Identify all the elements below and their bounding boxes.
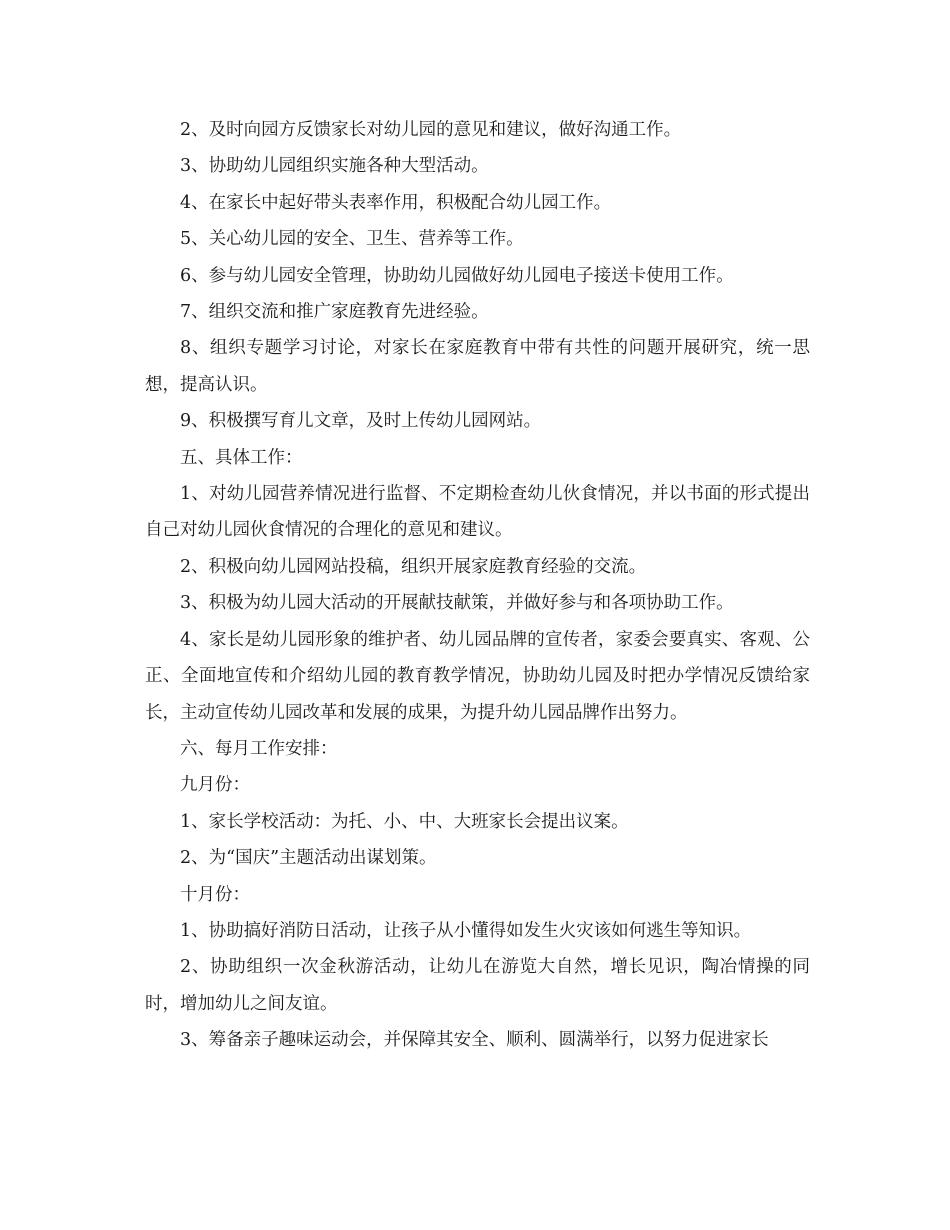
- paragraph-work-4: 4、家长是幼儿园形象的维护者、幼儿园品牌的宣传者，家委会要真实、客观、公正、全面地宣传和介绍幼儿园的教育教学情况，协助幼儿园及时把办学情况反馈给家长，主动宣传幼儿园改革和发展的成果，为提升幼儿园品牌作出努力。: [145, 629, 810, 723]
- paragraph-duty-9: 9、积极撰写育儿文章，及时上传幼儿园网站。: [180, 411, 542, 432]
- month-heading-september: 九月份：: [180, 775, 250, 796]
- paragraph-duty-2: 2、及时向园方反馈家长对幼儿园的意见和建议，做好沟通工作。: [180, 120, 682, 140]
- month-heading-october: 十月份：: [180, 884, 250, 905]
- paragraph-duty-4: 4、在家长中起好带头表率作用，积极配合幼儿园工作。: [180, 192, 612, 213]
- section-heading-monthly-plan: 六、每月工作安排：: [180, 738, 338, 759]
- paragraph-september-2: 2、为“国庆”主题活动出谋划策。: [180, 848, 437, 869]
- paragraph-duty-6: 6、参与幼儿园安全管理，协助幼儿园做好幼儿园电子接送卡使用工作。: [180, 265, 734, 286]
- section-heading-specific-work: 五、具体工作：: [180, 447, 303, 468]
- document-body: [145, 112, 810, 1059]
- paragraph-work-2: 2、积极向幼儿园网站投稿，组织开展家庭教育经验的交流。: [180, 556, 647, 577]
- paragraph-october-3: 3、筹备亲子趣味运动会，并保障其安全、顺利、圆满举行，以努力促进家长: [180, 1030, 769, 1051]
- paragraph-october-2: 2、协助组织一次金秋游活动，让幼儿在游览大自然，增长见识，陶冶情操的同时，增加幼儿之间友谊。: [145, 957, 810, 1014]
- paragraph-september-1: 1、家长学校活动：为托、小、中、大班家长会提出议案。: [180, 811, 629, 832]
- paragraph-duty-8: 8、组织专题学习讨论，对家长在家庭教育中带有共性的问题开展研究，统一思想，提高认识。: [145, 338, 810, 395]
- paragraph-work-3: 3、积极为幼儿园大活动的开展献技献策，并做好参与和各项协助工作。: [180, 593, 734, 614]
- paragraph-duty-5: 5、关心幼儿园的安全、卫生、营养等工作。: [180, 229, 524, 250]
- paragraph-duty-3: 3、协助幼儿园组织实施各种大型活动。: [180, 156, 489, 177]
- paragraph-duty-7: 7、组织交流和推广家庭教育先进经验。: [180, 302, 489, 323]
- paragraph-work-1: 1、对幼儿园营养情况进行监督、不定期检查幼儿伙食情况，并以书面的形式提出自己对幼儿园伙食情况的合理化的意见和建议。: [145, 484, 810, 541]
- paragraph-october-1: 1、协助搞好消防日活动，让孩子从小懂得如发生火灾该如何逃生等知识。: [180, 920, 752, 941]
